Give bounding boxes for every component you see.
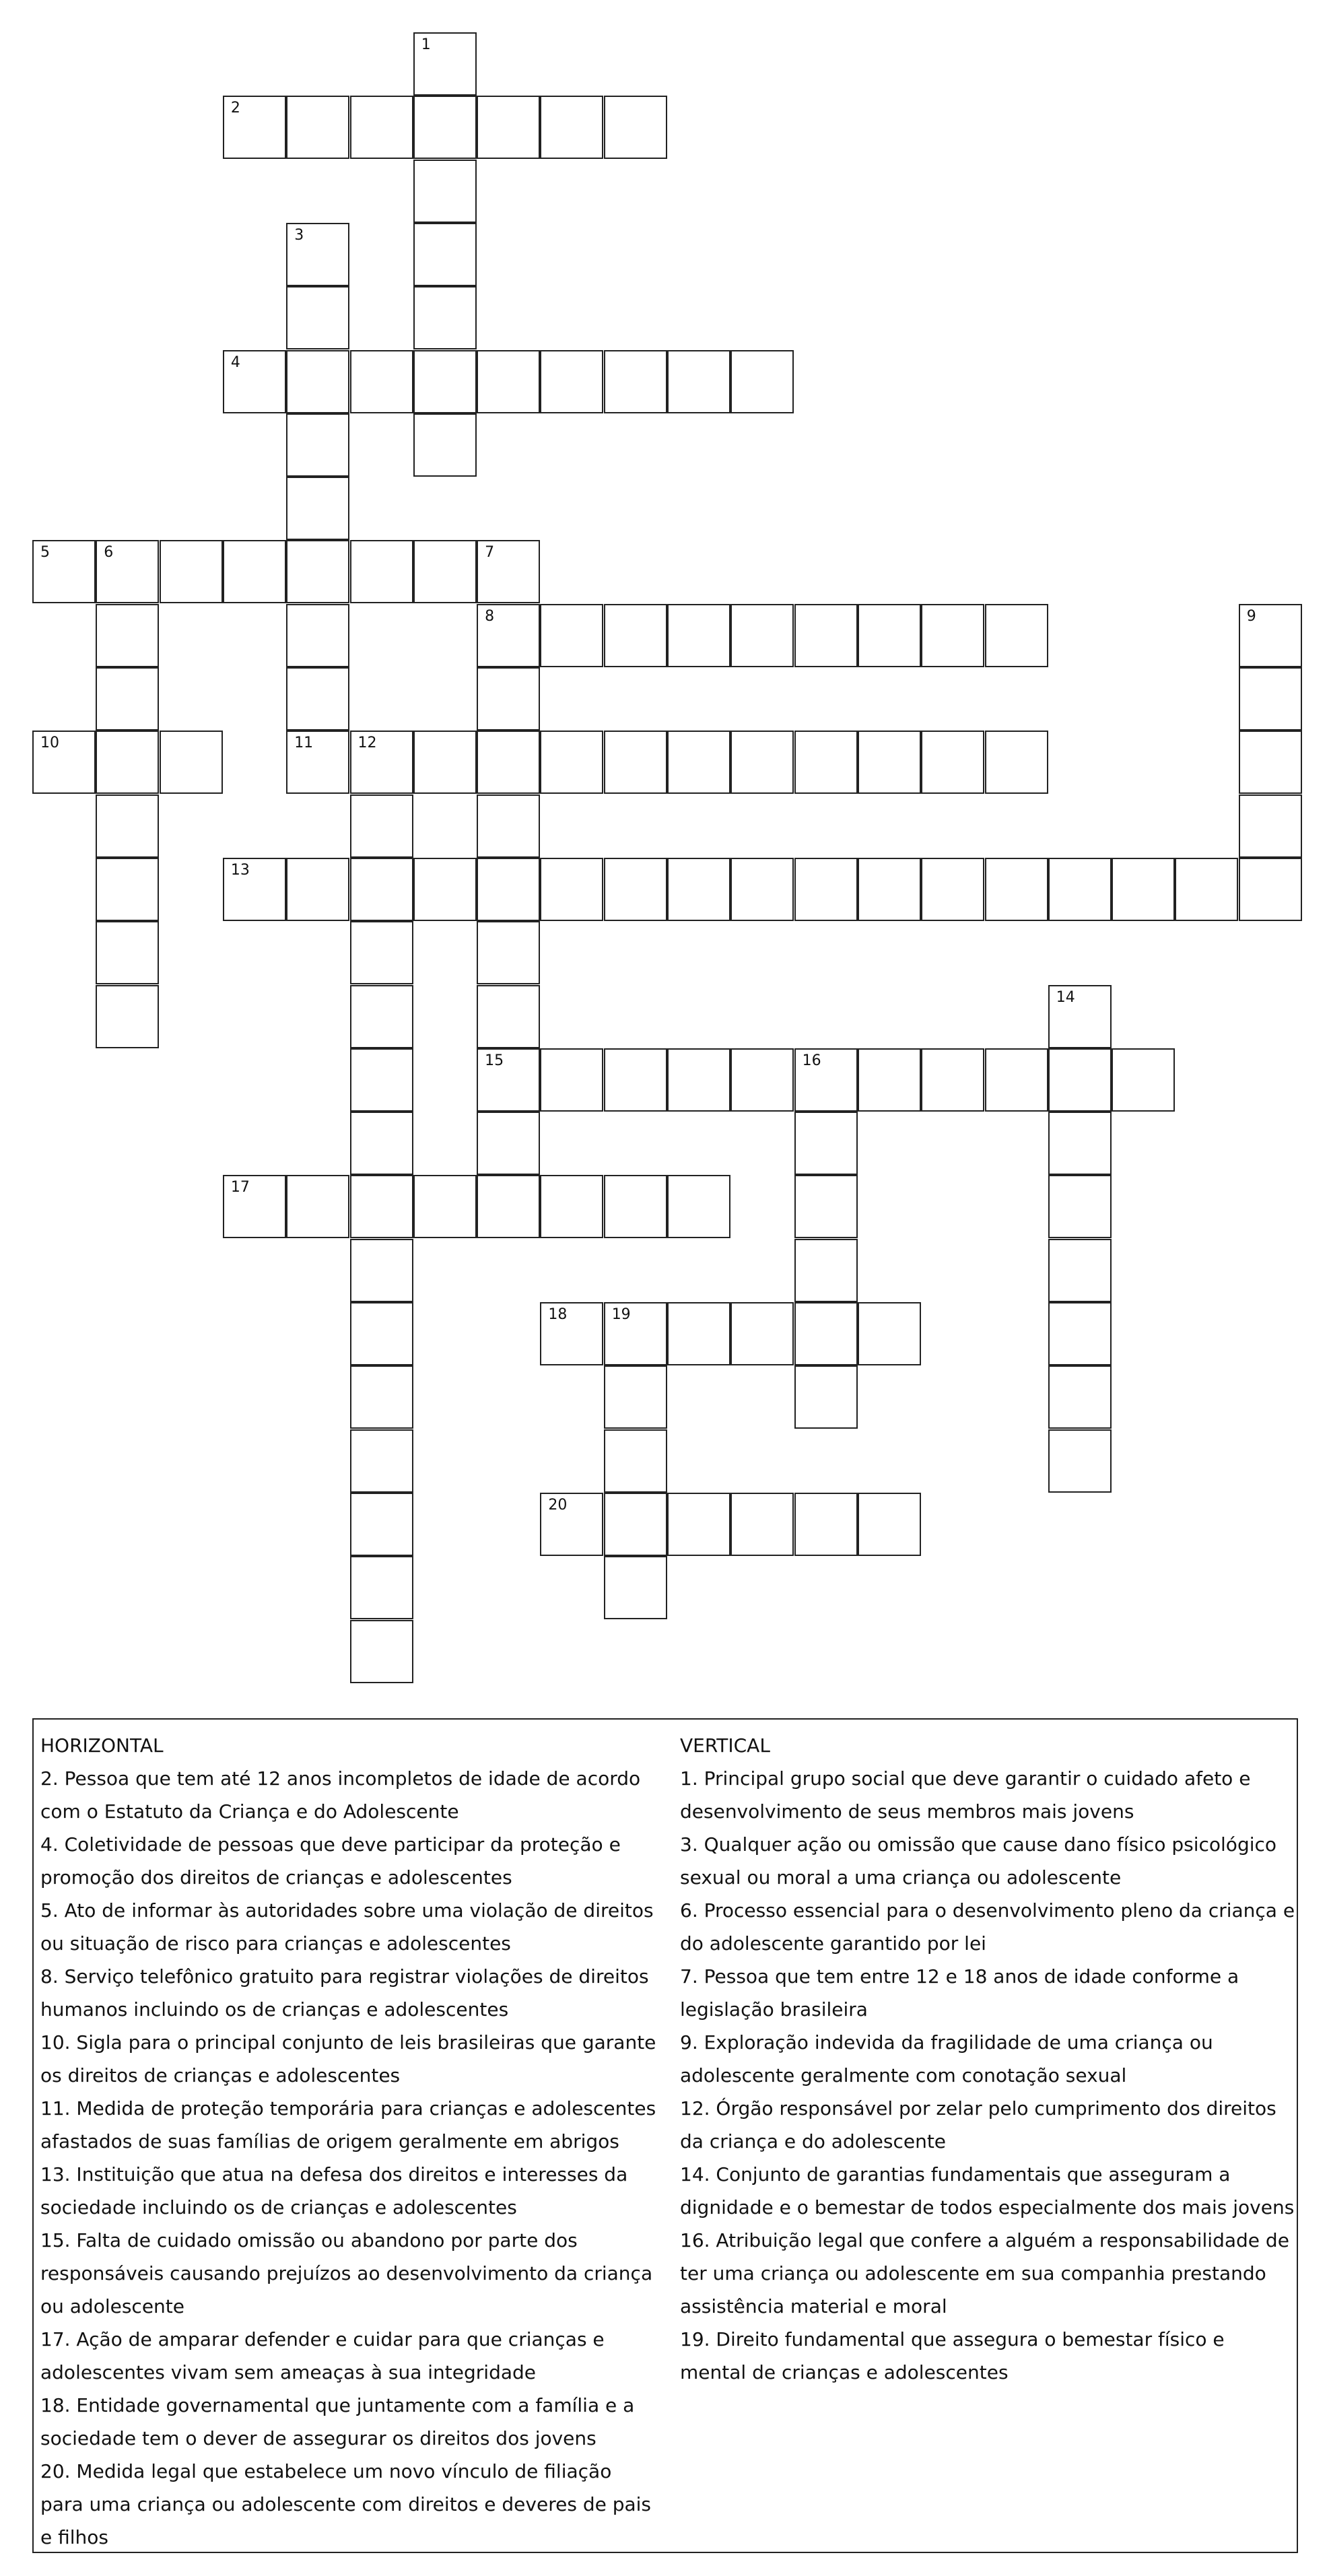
grid-cell[interactable]: [540, 1175, 603, 1238]
grid-cell[interactable]: [477, 667, 540, 731]
clue-number: 5: [40, 544, 50, 562]
grid-cell[interactable]: [32, 540, 96, 603]
vertical-heading: VERTICAL: [680, 1734, 770, 1757]
grid-cell[interactable]: [1239, 794, 1302, 858]
clue-number: 10: [40, 735, 59, 752]
grid-cell[interactable]: [350, 96, 413, 159]
clue-horizontal-17: 17. Ação de amparar defender e cuidar para que crianças e adolescentes vivam sem ameaças à sua integridade: [40, 2328, 605, 2383]
grid-cell[interactable]: [667, 350, 730, 413]
grid-cell[interactable]: [350, 1175, 413, 1238]
grid-cell[interactable]: [1112, 1048, 1175, 1112]
grid-cell[interactable]: [477, 96, 540, 159]
grid-cell[interactable]: [1048, 1365, 1112, 1429]
grid-cell[interactable]: [921, 731, 984, 794]
grid-cell[interactable]: [477, 540, 540, 603]
grid-cell[interactable]: [794, 604, 858, 667]
grid-cell[interactable]: [667, 604, 730, 667]
grid-cell[interactable]: [286, 604, 349, 667]
grid-cell[interactable]: [1175, 858, 1238, 921]
grid-cell[interactable]: [985, 1048, 1048, 1112]
grid-cell[interactable]: [667, 1493, 730, 1556]
grid-cell[interactable]: [667, 1302, 730, 1365]
horizontal-heading: HORIZONTAL: [40, 1734, 164, 1757]
grid-cell[interactable]: [794, 858, 858, 921]
grid-cell[interactable]: [1048, 985, 1112, 1048]
grid-cell[interactable]: [604, 1493, 667, 1556]
clue-horizontal-10: 10. Sigla para o principal conjunto de leis brasileiras que garante os direitos de crianças e adolescentes: [40, 2031, 656, 2087]
grid-cell[interactable]: [730, 1302, 794, 1365]
grid-cell[interactable]: [413, 731, 477, 794]
clue-number: 11: [294, 735, 314, 752]
grid-cell[interactable]: [96, 985, 159, 1048]
grid-cell[interactable]: [667, 731, 730, 794]
grid-cell[interactable]: [1239, 731, 1302, 794]
grid-cell[interactable]: [985, 604, 1048, 667]
grid-cell[interactable]: [350, 350, 413, 413]
grid-cell[interactable]: [1112, 858, 1175, 921]
clue-number: 19: [611, 1306, 631, 1323]
grid-cell[interactable]: [286, 858, 349, 921]
grid-cell[interactable]: [604, 1365, 667, 1429]
grid-cell[interactable]: [604, 350, 667, 413]
grid-cell[interactable]: [223, 540, 286, 603]
grid-cell[interactable]: [1048, 1429, 1112, 1493]
grid-cell[interactable]: [921, 604, 984, 667]
clue-number: 20: [548, 1496, 568, 1514]
grid-cell[interactable]: [286, 731, 349, 794]
clue-number: 9: [1246, 607, 1256, 625]
grid-cell[interactable]: [1048, 1239, 1112, 1302]
clue-number: 1: [421, 36, 431, 53]
grid-cell[interactable]: [350, 1493, 413, 1556]
grid-cell[interactable]: [1048, 1048, 1112, 1112]
grid-cell[interactable]: [350, 794, 413, 858]
grid-cell[interactable]: [286, 96, 349, 159]
grid-cell[interactable]: [477, 731, 540, 794]
grid-cell[interactable]: [477, 794, 540, 858]
grid-cell[interactable]: [540, 604, 603, 667]
grid-cell[interactable]: [477, 1175, 540, 1238]
clues-panel: [32, 1718, 1298, 2553]
grid-cell[interactable]: [286, 477, 349, 540]
grid-cell[interactable]: [413, 858, 477, 921]
grid-cell[interactable]: [604, 1302, 667, 1365]
clue-number: 4: [230, 353, 240, 371]
grid-cell[interactable]: [413, 286, 477, 349]
clue-horizontal-18: 18. Entidade governamental que juntamente com a família e a sociedade tem o dever de assegurar os direitos dos jovens: [40, 2394, 635, 2449]
grid-cell[interactable]: [540, 1493, 603, 1556]
grid-cell[interactable]: [540, 350, 603, 413]
grid-cell[interactable]: [794, 1175, 858, 1238]
clue-number: 16: [802, 1052, 821, 1069]
grid-cell[interactable]: [350, 540, 413, 603]
grid-cell[interactable]: [730, 1493, 794, 1556]
grid-cell[interactable]: [413, 540, 477, 603]
grid-cell[interactable]: [730, 350, 794, 413]
grid-cell[interactable]: [604, 1048, 667, 1112]
grid-cell[interactable]: [413, 32, 477, 96]
grid-cell[interactable]: [96, 731, 159, 794]
grid-cell[interactable]: [477, 1112, 540, 1175]
clue-horizontal-15: 15. Falta de cuidado omissão ou abandono por parte dos responsáveis causando prejuízos ao desenvolvimento da criança ou adolescente: [40, 2229, 653, 2317]
grid-cell[interactable]: [286, 1175, 349, 1238]
clue-number: 13: [230, 861, 250, 879]
clue-vertical-3: 3. Qualquer ação ou omissão que cause dano físico psicológico sexual ou moral a uma criança ou adolescente: [680, 1833, 1277, 1889]
grid-cell[interactable]: [858, 731, 921, 794]
grid-cell[interactable]: [96, 794, 159, 858]
clue-vertical-12: 12. Órgão responsável por zelar pelo cumprimento dos direitos da criança e do adolescente: [680, 2097, 1276, 2153]
grid-cell[interactable]: [1048, 1302, 1112, 1365]
vertical-clues-column: [680, 1729, 1296, 2389]
grid-cell[interactable]: [350, 1556, 413, 1619]
grid-cell[interactable]: [730, 604, 794, 667]
grid-cell[interactable]: [477, 858, 540, 921]
grid-cell[interactable]: [477, 350, 540, 413]
clue-horizontal-8: 8. Serviço telefônico gratuito para registrar violações de direitos humanos incluindo os de crianças e adolescentes: [40, 1965, 649, 2021]
grid-cell[interactable]: [350, 1239, 413, 1302]
grid-cell[interactable]: [96, 858, 159, 921]
grid-cell[interactable]: [667, 1175, 730, 1238]
grid-cell[interactable]: [858, 1302, 921, 1365]
grid-cell[interactable]: [413, 160, 477, 223]
grid-cell[interactable]: [1239, 858, 1302, 921]
clue-vertical-16: 16. Atribuição legal que confere a alguém a responsabilidade de ter uma criança ou adolescente em sua companhia prestando assistência material e moral: [680, 2229, 1289, 2317]
grid-cell[interactable]: [413, 223, 477, 286]
grid-cell[interactable]: [858, 1048, 921, 1112]
clue-number: 7: [485, 544, 495, 562]
clue-vertical-1: 1. Principal grupo social que deve garantir o cuidado afeto e desenvolvimento de seus membros mais jovens: [680, 1767, 1251, 1823]
grid-cell[interactable]: [413, 350, 477, 413]
grid-cell[interactable]: [604, 1429, 667, 1493]
grid-cell[interactable]: [160, 540, 223, 603]
grid-cell[interactable]: [350, 1429, 413, 1493]
grid-cell[interactable]: [667, 1048, 730, 1112]
grid-cell[interactable]: [223, 858, 286, 921]
clue-horizontal-13: 13. Instituição que atua na defesa dos direitos e interesses da sociedade incluindo os de crianças e adolescentes: [40, 2163, 628, 2218]
grid-cell[interactable]: [350, 921, 413, 984]
grid-cell[interactable]: [794, 1239, 858, 1302]
grid-cell[interactable]: [96, 921, 159, 984]
clue-vertical-6: 6. Processo essencial para o desenvolvimento pleno da criança e do adolescente garantido por lei: [680, 1899, 1295, 1955]
grid-cell[interactable]: [921, 1048, 984, 1112]
grid-cell[interactable]: [350, 1112, 413, 1175]
grid-cell[interactable]: [730, 858, 794, 921]
grid-cell[interactable]: [413, 413, 477, 477]
grid-cell[interactable]: [604, 858, 667, 921]
grid-cell[interactable]: [794, 1365, 858, 1429]
grid-cell[interactable]: [350, 1302, 413, 1365]
grid-cell[interactable]: [96, 604, 159, 667]
grid-cell[interactable]: [794, 1302, 858, 1365]
grid-cell[interactable]: [985, 731, 1048, 794]
grid-cell[interactable]: [477, 1048, 540, 1112]
grid-cell[interactable]: [286, 223, 349, 286]
clue-number: 14: [1056, 988, 1075, 1006]
clue-horizontal-20: 20. Medida legal que estabelece um novo vínculo de filiação para uma criança ou adolescente com direitos e deveres de pais e filhos: [40, 2460, 652, 2548]
grid-cell[interactable]: [858, 1493, 921, 1556]
grid-cell[interactable]: [540, 1048, 603, 1112]
grid-cell[interactable]: [350, 858, 413, 921]
grid-cell[interactable]: [350, 731, 413, 794]
grid-cell[interactable]: [286, 413, 349, 477]
clue-horizontal-11: 11. Medida de proteção temporária para crianças e adolescentes afastados de suas famílias de origem geralmente em abrigos: [40, 2097, 656, 2153]
clue-number: 18: [548, 1306, 568, 1323]
grid-cell[interactable]: [1048, 1175, 1112, 1238]
grid-cell[interactable]: [413, 96, 477, 159]
grid-cell[interactable]: [604, 1556, 667, 1619]
grid-cell[interactable]: [604, 731, 667, 794]
horizontal-clues-column: [40, 1729, 656, 2554]
grid-cell[interactable]: [540, 731, 603, 794]
grid-cell[interactable]: [32, 731, 96, 794]
clue-number: 6: [104, 544, 114, 562]
grid-cell[interactable]: [1048, 1112, 1112, 1175]
grid-cell[interactable]: [540, 96, 603, 159]
grid-cell[interactable]: [477, 921, 540, 984]
grid-cell[interactable]: [477, 985, 540, 1048]
clue-number: 2: [230, 100, 240, 117]
grid-cell[interactable]: [858, 604, 921, 667]
grid-cell[interactable]: [667, 858, 730, 921]
grid-cell[interactable]: [477, 604, 540, 667]
grid-cell[interactable]: [286, 350, 349, 413]
grid-cell[interactable]: [540, 1302, 603, 1365]
clue-number: 15: [485, 1052, 504, 1069]
grid-cell[interactable]: [794, 1048, 858, 1112]
clue-number: 17: [230, 1179, 250, 1196]
grid-cell[interactable]: [350, 1620, 413, 1683]
clue-number: 12: [357, 735, 377, 752]
grid-cell[interactable]: [286, 667, 349, 731]
grid-cell[interactable]: [794, 1493, 858, 1556]
grid-cell[interactable]: [223, 1175, 286, 1238]
grid-cell[interactable]: [223, 350, 286, 413]
grid-cell[interactable]: [540, 858, 603, 921]
grid-cell[interactable]: [604, 96, 667, 159]
grid-cell[interactable]: [286, 286, 349, 349]
grid-cell[interactable]: [730, 1048, 794, 1112]
grid-cell[interactable]: [858, 858, 921, 921]
grid-cell[interactable]: [96, 667, 159, 731]
clue-vertical-7: 7. Pessoa que tem entre 12 e 18 anos de idade conforme a legislação brasileira: [680, 1965, 1239, 2021]
grid-cell[interactable]: [1239, 604, 1302, 667]
clue-vertical-19: 19. Direito fundamental que assegura o bemestar físico e mental de crianças e adolescentes: [680, 2328, 1225, 2383]
clue-horizontal-2: 2. Pessoa que tem até 12 anos incompletos de idade de acordo com o Estatuto da Criança e do Adolescente: [40, 1767, 641, 1823]
clue-number: 8: [485, 607, 495, 625]
grid-cell[interactable]: [921, 858, 984, 921]
grid-cell[interactable]: [350, 1048, 413, 1112]
clue-horizontal-5: 5. Ato de informar às autoridades sobre uma violação de direitos ou situação de risco para crianças e adolescentes: [40, 1899, 654, 1955]
grid-cell[interactable]: [350, 985, 413, 1048]
grid-cell[interactable]: [223, 96, 286, 159]
grid-cell[interactable]: [1239, 667, 1302, 731]
clue-number: 3: [294, 226, 304, 244]
grid-cell[interactable]: [730, 731, 794, 794]
grid-cell[interactable]: [604, 1175, 667, 1238]
grid-cell[interactable]: [1048, 858, 1112, 921]
grid-cell[interactable]: [413, 1175, 477, 1238]
grid-cell[interactable]: [350, 1365, 413, 1429]
clue-horizontal-4: 4. Coletividade de pessoas que deve participar da proteção e promoção dos direitos de crianças e adolescentes: [40, 1833, 621, 1889]
grid-cell[interactable]: [160, 731, 223, 794]
grid-cell[interactable]: [96, 540, 159, 603]
grid-cell[interactable]: [985, 858, 1048, 921]
grid-cell[interactable]: [794, 1112, 858, 1175]
grid-cell[interactable]: [794, 731, 858, 794]
clue-vertical-14: 14. Conjunto de garantias fundamentais que asseguram a dignidade e o bemestar de todos especialmente dos mais jovens: [680, 2163, 1295, 2218]
grid-cell[interactable]: [604, 604, 667, 667]
grid-cell[interactable]: [286, 540, 349, 603]
clue-vertical-9: 9. Exploração indevida da fragilidade de uma criança ou adolescente geralmente com conotação sexual: [680, 2031, 1213, 2087]
